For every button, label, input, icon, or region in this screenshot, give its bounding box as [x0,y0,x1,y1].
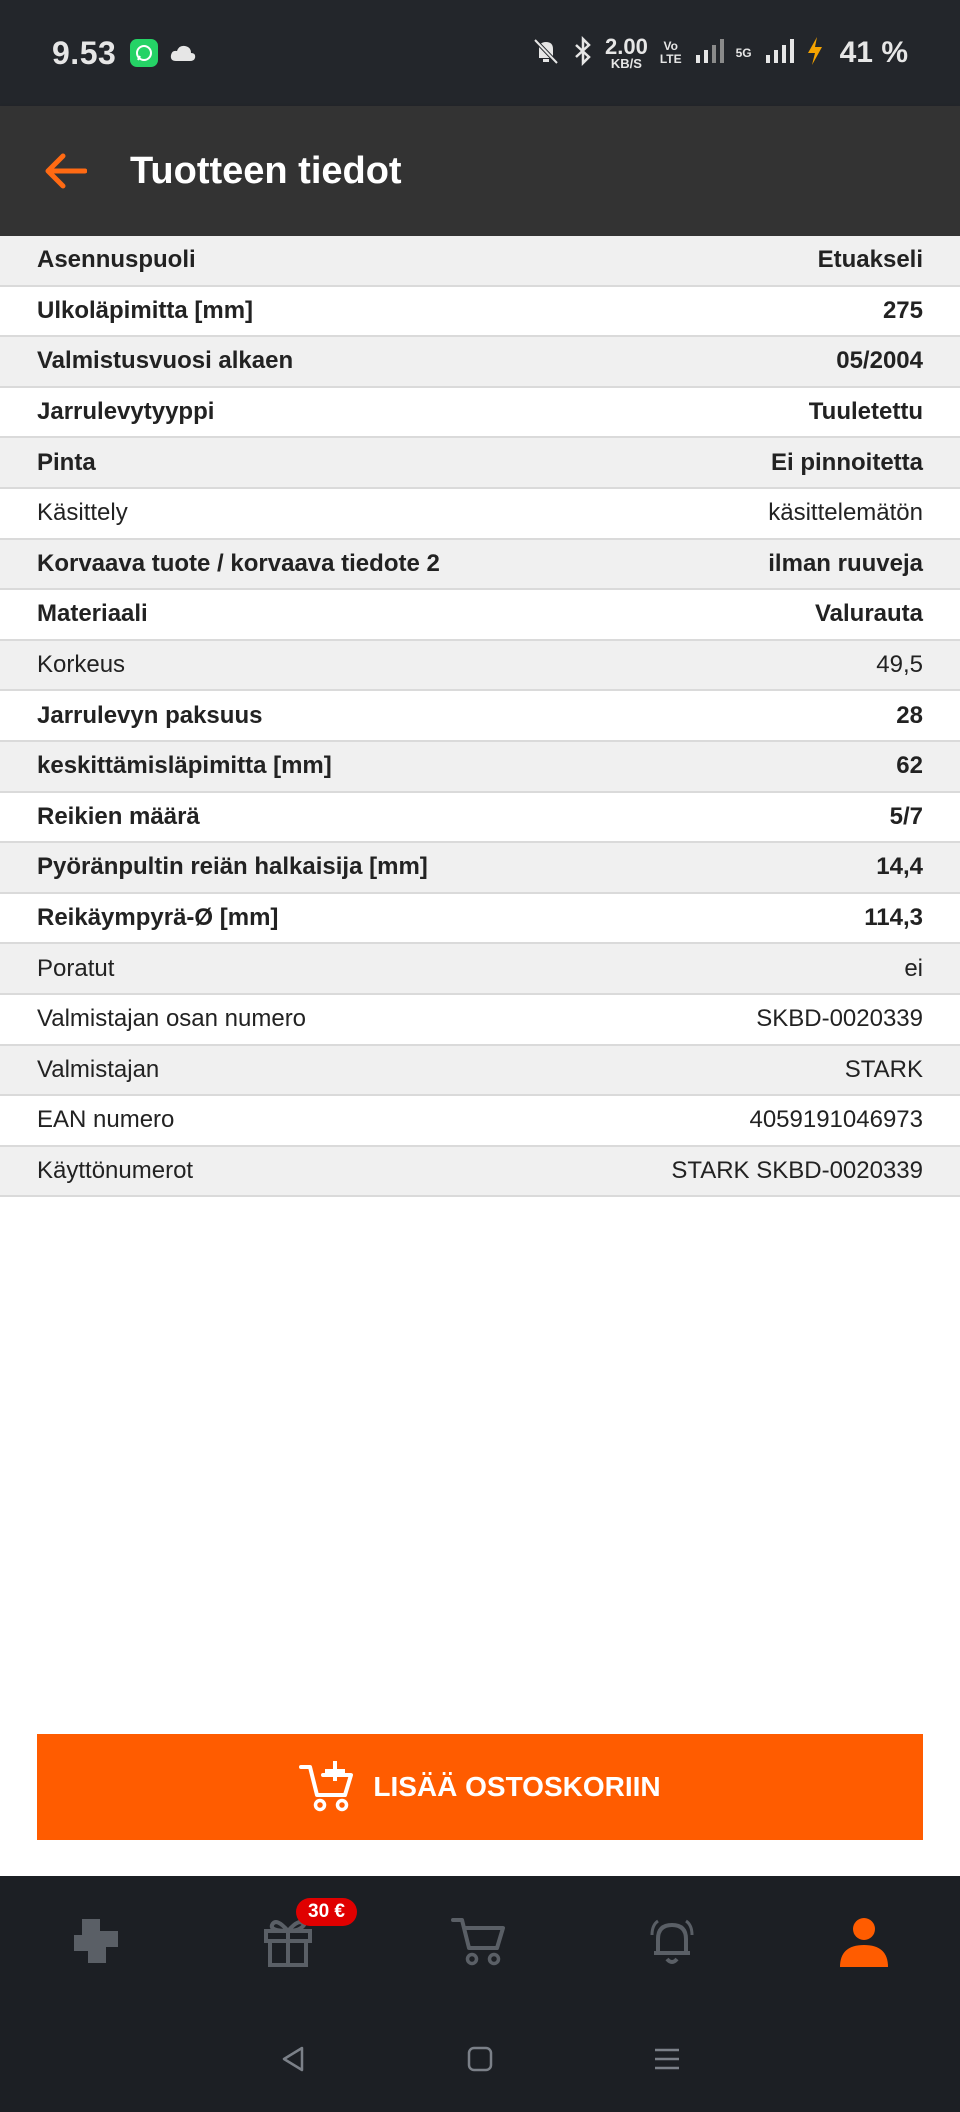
spec-row [0,894,960,945]
spec-row [0,843,960,894]
nav-item-gifts[interactable] [192,1876,384,2006]
spec-row [0,337,960,388]
add-to-cart-label: LISÄÄ OSTOSKORIIN [373,1771,661,1802]
spec-label: Materiaali [37,600,148,628]
spec-value: 28 [896,701,923,729]
spec-table [0,236,960,1197]
spec-value: ei [904,954,923,982]
battery-charging-icon [806,36,824,71]
spec-row [0,590,960,641]
bell-muted-icon [531,36,561,71]
spec-row [0,944,960,995]
spec-row [0,1046,960,1097]
nav-item-notifications[interactable] [576,1876,768,2006]
spec-label: Käsittely [37,499,128,527]
bell-icon [644,1913,700,1969]
spec-label: Jarrulevytyyppi [37,398,215,426]
page-title: Tuotteen tiedot [130,149,402,192]
square-home-icon [465,2044,495,2074]
spec-value: 114,3 [864,904,923,932]
nav-item-profile[interactable] [768,1876,960,2006]
spec-value: ilman ruuveja [768,549,923,577]
status-bar [0,0,960,106]
status-time: 9.53 [52,34,117,71]
arrow-left-icon [45,153,87,189]
spec-row [0,236,960,287]
spec-row [0,287,960,338]
spec-label: Reikäympyrä-Ø [mm] [37,904,279,932]
volte-indicator: Vo LTE [659,39,682,66]
triangle-back-icon [278,2044,308,2074]
gift-badge: 30 € [296,1898,357,1926]
spec-value: 14,4 [876,853,923,881]
bluetooth-icon [573,36,593,71]
menu-lines-icon [652,2044,682,2074]
cloud-icon [168,41,198,65]
nav-item-cart[interactable] [384,1876,576,2006]
spec-row [0,489,960,540]
spec-value: 5/7 [889,802,923,830]
back-button[interactable] [36,141,96,201]
spec-row [0,540,960,591]
signal-icon [694,37,724,70]
system-menu-button[interactable] [643,2035,691,2083]
spec-value: 05/2004 [836,347,923,375]
spec-value: SKBD-0020339 [756,1005,923,1033]
spec-value: 4059191046973 [749,1106,923,1134]
spec-row [0,388,960,439]
spec-value: käsittelemätön [768,499,923,527]
spec-row [0,438,960,489]
status-icons [531,33,908,71]
system-nav [0,2006,960,2112]
spec-label: Valmistajan [37,1055,160,1083]
app-header [0,106,960,236]
spec-value: Valurauta [814,600,923,628]
spec-label: Korvaava tuote / korvaava tiedote 2 [37,549,440,577]
whatsapp-icon [130,39,158,67]
spec-label: Korkeus [37,651,126,679]
system-home-button[interactable] [456,2035,504,2083]
spec-label: Pyöränpultin reiän halkaisija [mm] [37,853,428,881]
spec-value: 49,5 [876,651,923,679]
spec-label: Valmistajan osan numero [37,1005,307,1033]
spec-label: Poratut [37,954,115,982]
battery-level: 41 % [839,36,908,69]
add-to-cart-button[interactable] [37,1734,923,1840]
spec-label: Pinta [37,448,96,476]
user-icon [836,1913,892,1969]
spec-value: Tuuletettu [808,398,923,426]
spec-value: 275 [882,296,923,324]
spec-row [0,641,960,692]
spec-label: Reikien määrä [37,802,200,830]
network-speed: 2.00 KB/S [604,33,648,71]
spec-row [0,691,960,742]
spec-label: Käyttönumerot [37,1156,194,1184]
spec-label: EAN numero [37,1106,175,1134]
spec-value: STARK [844,1055,923,1083]
spec-label: Ulkoläpimitta [mm] [37,296,254,324]
nav-item-catalog[interactable] [0,1876,192,2006]
puzzle-icon [68,1913,124,1969]
system-back-button[interactable] [269,2035,317,2083]
spec-value: Ei pinnoitetta [771,448,923,476]
network-type: 5G [735,45,752,60]
spec-row [0,742,960,793]
spec-label: Asennuspuoli [37,246,196,274]
spec-label: keskittämisläpimitta [mm] [37,752,332,780]
spec-value: 62 [896,752,923,780]
spec-label: Valmistusvuosi alkaen [37,347,294,375]
spec-row [0,1147,960,1198]
cart-icon [451,1914,509,1968]
spec-label: Jarrulevyn paksuus [37,701,263,729]
spec-value: Etuakseli [817,246,923,274]
signal-icon [764,37,794,70]
spec-row [0,995,960,1046]
spec-row [0,793,960,844]
spec-row [0,1096,960,1147]
cart-add-icon [299,1759,357,1815]
spec-value: STARK SKBD-0020339 [671,1156,923,1184]
bottom-nav [0,1876,960,2006]
